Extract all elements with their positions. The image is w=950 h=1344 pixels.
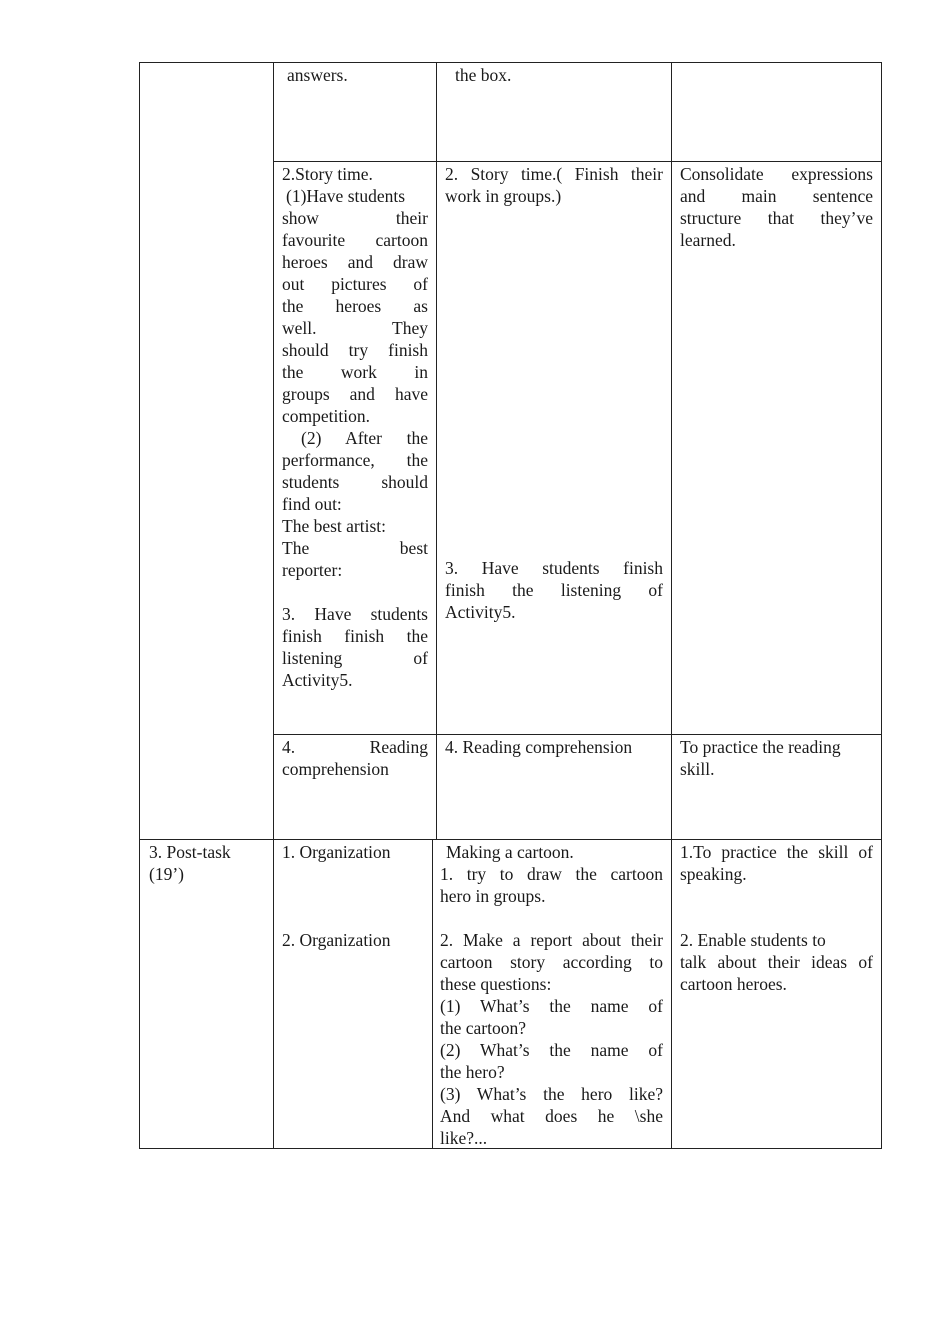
- text-line: 2. Enable students to: [680, 930, 826, 950]
- text-line: 3. Have students finish: [445, 558, 663, 578]
- row4-student-cell: [440, 841, 663, 1149]
- text-line: answers.: [287, 65, 348, 85]
- text-line: well. They: [282, 318, 428, 338]
- row1-activity-cell: [287, 64, 427, 86]
- text-line: finish the listening of: [445, 580, 663, 600]
- text-line: comprehension: [282, 759, 389, 779]
- text-line: 1.To practice the skill of: [680, 842, 873, 862]
- text-line: learned.: [680, 230, 736, 250]
- text-line: competition.: [282, 406, 370, 426]
- text-line: finish finish the: [282, 626, 428, 646]
- text-line: hero in groups.: [440, 886, 546, 906]
- text-line: (2) After the: [301, 428, 428, 448]
- text-line: structure that they’ve: [680, 208, 873, 228]
- text-line: To practice the reading: [680, 737, 841, 757]
- text-line: 3. Post-task: [149, 842, 231, 862]
- text-line: 2. Organization: [282, 930, 391, 950]
- text-line: 2. Make a report about their: [440, 930, 663, 950]
- text-line: 4. Reading comprehension: [445, 737, 633, 757]
- text-line: cartoon story according to: [440, 952, 663, 972]
- text-line: listening of: [282, 648, 428, 668]
- text-line: (2) What’s the name of: [440, 1040, 663, 1060]
- text-line: these questions:: [440, 974, 552, 994]
- text-line: cartoon heroes.: [680, 974, 787, 994]
- text-line: speaking.: [680, 864, 747, 884]
- text-line: should try finish: [282, 340, 428, 360]
- text-line: reporter:: [282, 560, 343, 580]
- text-line: the heroes as: [282, 296, 428, 316]
- text-line: And what does he \she: [440, 1106, 663, 1126]
- text-line: (1)Have students: [286, 186, 406, 206]
- text-line: 2. Story time.( Finish their: [445, 164, 663, 184]
- row3-student-cell: [445, 736, 663, 758]
- row4-activity-cell: [282, 841, 428, 951]
- text-line: heroes and draw: [282, 252, 428, 272]
- text-line: and main sentence: [680, 186, 873, 206]
- row2-student-cell-listening: [445, 557, 663, 623]
- row2-activity-cell: [282, 163, 428, 691]
- text-line: the work in: [282, 362, 428, 382]
- text-line: the cartoon?: [440, 1018, 526, 1038]
- text-line: Making a cartoon.: [446, 842, 574, 862]
- text-line: 1. Organization: [282, 842, 391, 862]
- text-line: like?...: [440, 1128, 488, 1148]
- text-line: performance, the: [282, 450, 428, 470]
- row4-purpose-cell: [680, 841, 873, 995]
- text-line: find out:: [282, 494, 342, 514]
- text-line: Activity5.: [282, 670, 353, 690]
- text-line: groups and have: [282, 384, 428, 404]
- text-line: (19’): [149, 864, 184, 884]
- text-line: (1) What’s the name of: [440, 996, 663, 1016]
- text-line: work in groups.): [445, 186, 562, 206]
- row3-activity-cell: [282, 736, 428, 780]
- text-line: the box.: [455, 65, 512, 85]
- text-line: 1. try to draw the cartoon: [440, 864, 663, 884]
- text-line: Activity5.: [445, 602, 516, 622]
- text-line: The best artist:: [282, 516, 387, 536]
- text-line: skill.: [680, 759, 715, 779]
- text-line: show their: [282, 208, 428, 228]
- text-line: (3) What’s the hero like?: [440, 1084, 663, 1104]
- row2-purpose-cell: [680, 163, 873, 251]
- row4-stage-cell: [149, 841, 267, 885]
- row1-student-cell: [455, 64, 663, 86]
- text-line: 2.Story time.: [282, 164, 373, 184]
- text-line: 3. Have students: [282, 604, 428, 624]
- text-line: favourite cartoon: [282, 230, 428, 250]
- text-line: talk about their ideas of: [680, 952, 873, 972]
- row3-purpose-cell: [680, 736, 873, 780]
- text-line: the hero?: [440, 1062, 505, 1082]
- text-line: Consolidate expressions: [680, 164, 873, 184]
- row2-student-cell: [445, 163, 663, 207]
- text-line: students should: [282, 472, 428, 492]
- text-line: The best: [282, 538, 428, 558]
- text-line: out pictures of: [282, 274, 428, 294]
- text-line: 4. Reading: [282, 737, 428, 757]
